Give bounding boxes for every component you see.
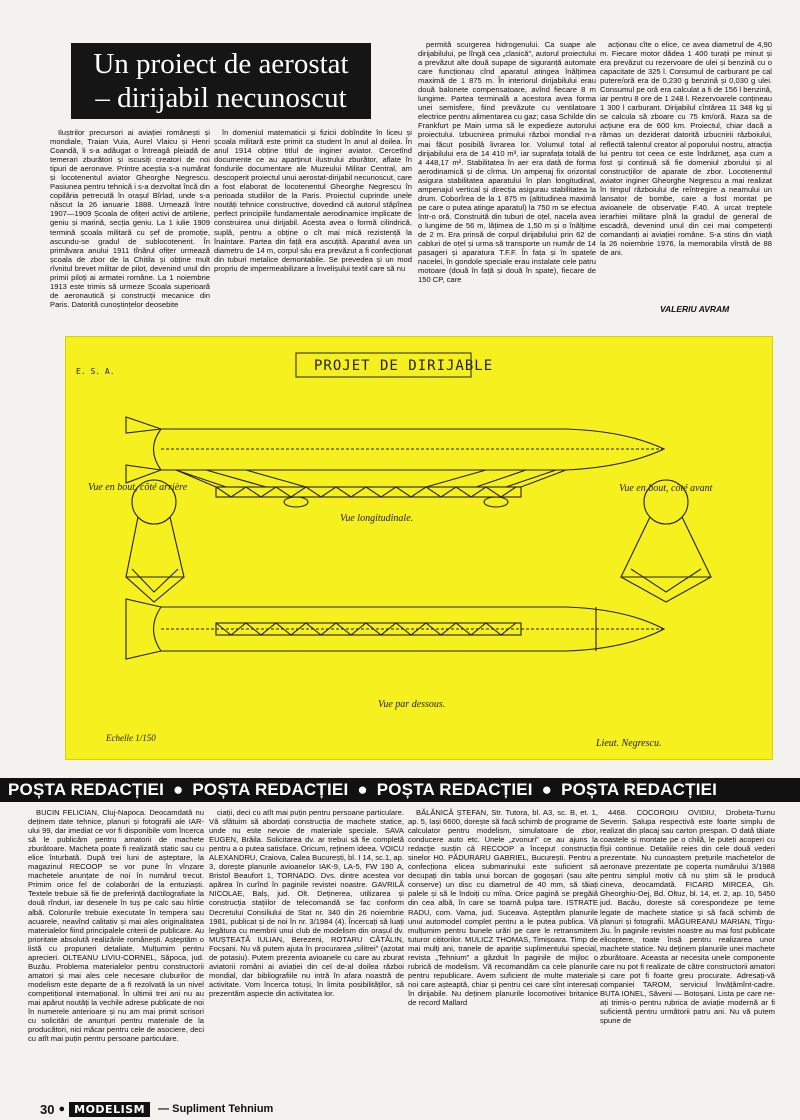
bottom-rear-fins [126,599,161,659]
mail-column-4 [600,808,775,1098]
mail-column-2-text: ciații, deci cu atît mai puțin pentru persoane particulare. Vă sfătuim să abordați construcția de machete statice, unde nu este nevoie de materiale speciale. SAVA EUGEN, Brăila. Solicitarea dv. ar trebui să fie completă pentru a o putea satisface. Oricum, reținem ideea. VOICU ALEXANDRU, Craiova, Calea București, bl. I 14, sc.1, ap. 3, dorește planurile avioanelor IAK-9, LA-5, FW 190 A, Bristol Beaufort 1, TORNADO. Dvs. dintre acestea vor apărea în curînd în paginile revistei noastre. GAVRILĂ NICOLAE, Balș, jud. Olt. Deținerea, utilizarea și construcția stațiilor de telecomandă se fac conform Decretului Consiliului de Stat nr. 340 din 26 noiembrie 1981, publicat și de noi în nr. 3/1984 (4). Încercați să luați legătura cu membrii unui club de modelism din orașul dv. MUȘTEAȚĂ IULIAN, Berezeni, ROTARU CĂTĂLIN, Focșani. Nu vă putem ajuta în procurarea „silitrei” (azotat de potasiu). Putem prezenta avioanele cu care au zburat aviatorii români ai aviației din cel de-al doilea război mondial, dar bibliografiile nu intră în afara noastră de activitate. Vom încerca totuși, în limita posibilităților, să prezentăm aspecte din activitatea lor. [209,808,404,998]
drawing-scale: Echelle 1/150 [106,733,156,743]
dirigible-drawing [65,336,773,760]
page-footer [40,1100,273,1118]
article-column-4-text: acționau cîte o elice, ce avea diametrul de 4,90 m. Fiecare motor dădea 1 400 turații pe minut și era prevăzut cu rezervoare de ulei și benzină cu o capacitate de 325 l. Consumul de carburant pe cal putere/oră era de 0,230 g benzină și 0,030 g ulei. Consumul pe oră era calculat a fi de 156 l benzină, iar pentru 8 ore de 1 248 l. Rezervoarele conțineau 1 300 l carburant. Dirijabilul cîntărea 11 348 kg și se calcula să zboare cu 75 km/oră. Raza sa de acțiune era de 600 km. Proiectul, chiar dacă a rămas un deziderat datorită izbucnirii războiului, reflectă talentul creator al poporului nostru, atracția lui pentru tot ceea ce este îndrăzneț, așa cum a fost și continuă să fie domeniul zborului și al construcțiilor de aparate de zbor. Locotenentul aviator inginer Gheorghe Negrescu a mai realizat în timpul războiului de reîntregire a neamului un lansator de bombe, care a fost montat pe avioanele de observație F.40. A urcat treptele ierarhiei militare pînă la gradul de general de escadră, devenind unul din cei mai competenți comandanți ai aviației române. S-a stins din viață la 26 noiembrie 1976, la memorabila vîrstă de 88 de ani. [600,40,772,258]
front-end-keel [621,577,711,602]
front-end-supports [621,517,711,577]
page-number: 30 [40,1101,55,1117]
mail-column-3 [408,808,598,1098]
mail-column-4-text: 4468. COCOROIU OVIDIU, Drobeta-Turnu Severin. Șalupa respectivă este foarte simplu de realizat din placaj sau carton prespan. O dată tăiate coastele și montate pe o chilă, le puteți acoperi cu fîșii continue. Detaliile reies din cele două vederi prezentate. Nu cunoaștem prețurile machetelor de aeronave prezentate pe coperta numărului 3/1988 pentru simplul motiv că nu știm să le producă cineva, deocamdată. FICARD MIRCEA, Gh. Gheorghiu-Dej, Bd. Oltuz, bl. 14, et. 2, ap. 10, 5450 jud. Bacău, dorește să corespondeze pe teme legate de machete statice și să facă schimb de planuri și fotografii. MĂGUREANU MARIAN, Tîrgu-Jiu. În paginile revistei noastre au mai fost publicate elicoptere, toate însă pentru realizarea unor machete statice. Nu deținem planurile unei machete zburătoare. Aceasta ar necesita unele componente care nu pot fi realizate de către constructorii amatori și care pot fi foarte greu procurate. Adresați-vă companiei TAROM, serviciul învățămînt-cadre. BUTA IONEL, Săveni — Botoșani. Lista pe care ne-ați trimis-o pentru rubrica de aviație modernă ar fi suficientă pentru următorii patru ani. Nu vă putem spune de [600,808,775,1026]
mail-section-banner [0,778,800,802]
banner-separator-2: ● [357,780,368,799]
drawing-label-bottom-view: Vue par dessous. [378,699,446,710]
modelism-logo: MODELISM [69,1102,150,1117]
banner-separator-3: ● [541,780,553,799]
article-title-line-1: Un proiect de aerostat [93,48,349,80]
drawing-label-rear-view: Vue en bout, côté arrière [88,482,188,493]
article-author: VALERIU AVRAM [660,304,730,314]
longitudinal-view [126,417,664,507]
dirigible-blueprint-svg [66,337,773,760]
mail-column-1-text: BUCIN FELICIAN, Cluj-Napoca. Deocamdată nu deținem date tehnice, planuri și fotografii ale IAR-ului 99, dar imediat ce vor fi disponibile vom încerca să le publicăm pentru amatorii de machete zburătoare. Macheta poate fi realizată static sau cu elice înturbată. După trei luni de așteptare, la magazinul RECOOP se vor pune în vînzare machetele anunțate de noi în numărul trecut. Primim orice fel de colaborări de la entuziaști. Textele trebuie să fie de preferință dactilografiate la două rînduri, iar desenele în tuș pe calc sau hîrtie albă. Colorurile trebuie executate în tempera sau acuarele, neavînd calitativ și mai ales originalitatea materialelor fiind principalele criterii de publicare. Au prioritate absolută realizările românești. Așteptăm o listă cu propuneri detaliate. Mulțumim pentru aprecieri. OLTEANU LIVIU-CORNEL, Săpoca, jud. Buzău. Problema materialelor pentru constructorii amatori și mai ales cele necesare cluburilor de modelism este departe de a fi rezolvată la un nivel competițional internațional. În ultimii trei ani nu au mai apărut noutăți la vechile adrese publicate de noi în numerele anterioare și nu am mai primit scrisori cu solicitări de anunțuri pentru materiale de la producători, nici măcar pentru cele de asociere, deci cu atît mai puțin pentru persoane particulare. [28,808,204,1044]
banner-label-1: POȘTA REDACȚIEI [8,780,165,799]
mail-column-1 [28,808,204,1098]
suspension-cables [176,470,556,487]
drawing-mark: E. S. A. [76,367,115,376]
drawing-label-front-view: Vue en bout, côté avant [619,483,713,494]
nacelle-truss [216,487,516,497]
footer-bullet: ● [58,1103,66,1115]
banner-separator-1: ● [172,780,184,799]
motor-gondola-front [484,497,508,507]
front-end-view [621,480,711,602]
rear-end-view [126,480,184,602]
drawing-label-longitudinal-view: Vue longitudinale. [340,513,414,524]
banner-label-4: POȘTA REDACȚIEI [561,780,718,799]
article-column-3 [418,40,596,330]
article-title-box [71,43,371,119]
article-column-2-text: în domeniul matematicii și fizicii dobîndite în liceu și școala militară este primit ca student în anul al doilea. În anul 1914 obține titlul de inginer aviator. Cercetînd documente ce au aparținut ilustrului zburător, aflate în fondurile documentare ale Muzeului Militar Central, am descoperit proiectul unui aerostat-dirijabil necunoscut, care a fost elaborat de locotenentul Gheorghe Negrescu în perioada studiilor de la Paris. Proiectul cuprinde unele noutăți tehnice constructive, dovedind că autorul stăpînea perfect principiile fundamentale aerodinamice implicate de construirea unui dirijabil. Acesta avea o formă cilindrică, suplă, pentru a obține o cît mai mică rezistență la înaintare. Partea din față era ascuțită. Aparatul avea un diametru de 14 m, corpul său era prevăzut a fi confecționat din tuburi metalice demontabile. Se prevedea și un mod propriu de impermeabilizare a învelișului textil care să nu [214,128,412,273]
mail-column-3-text: BĂLĂNICĂ ȘTEFAN, Str. Tutora, bl. A3, sc. B, et. 1, ap. 5, Iași 6600, dorește să facă schimb de programe de calculator pentru modelism, simulatoare de zbor, conducere auto etc. Unele „zvonuri” ce au ajuns la redacție susțin că RECOOP a început construcția sinelor H0. PĂDURARU GABRIEL, București. Pentru a confecționa elicea submarinului este suficient să decupați din tabla unui borcan de gogoșari (sau alte conserve) un disc cu diametrul de 40 mm, să tăiați palele și să le îndoiți cu mîna. Orice pagină se pregăiă din cea albă, în care se toarnă pulpa tare. ISTRATE RADU, com. Vama, jud. Suceava. Așteptăm planurile unui automodel complet pentru a le putea publica. Vă mulțumim pentru bunele urări pe care le retransmitem tuturor cititorilor. MULICZ THOMAS, Timișoara. Timp de mai mulți ani, tranele de apariție suplimentului special, revista „Tehnium” a găzduit în paginile de mijloc o rubrică de modelism. Vă recomandăm ca cele planurile pentru republicare. Avem suficient de multe materiale noi care așteaptă, chiar și pentru cei care sînt interesați în dirijabile. Nu deținem planurile locomotivei britanice de record Mallard [408,808,598,1007]
bottom-view [126,599,664,659]
article-column-3-text: permită scurgerea hidrogenului. Ca suape ale dirijabilului, pe lîngă cea „clasică”, autorul proiectului a prevăzut alte două supape de siguranță automate care funcționau cînd aparatul atingea înălțimea maximă de 1 875 m. În interiorul dirijabilului erau două balonete compensatoare, avînd fiecare 8 m lungime. Partea terminală a acestora avea forma unei semisfere, fiind prevăzute cu ventilatoare electrice pentru alimentarea cu gaz; casa Schilde din Frankfurt pe Main urma să le expedieze autorului proiectului. Izbucnirea primului război mondial n-a mai făcut posibilă livrarea lor. Volumul total al dirijabilului era de 14 410 m³, iar suprafața totală de 4 448,17 m². Stabilitatea în aer era dată de forma aerodinamică și de cîrma. Un ampenaj fix orizontal asigura stabilitatea aparatului în plan longitudinal, ampenajul vertical și direcția asigurau stabilitatea la drum. Coborîrea de la 1 875 m (altitudinea maximă pe care o putea atinge aparatul) la 750 m se efectua într-o oră. Construită din tuburi de oțel, nacela avea o lungime de 56 m, lățimea de 1,50 m și o înălțime de 2 m. Era prinsă de corpul dirijabilului prin 62 de cabluri de oțel și urma să transporte un număr de 14 pasageri și aparatura T.F.F. În fața și în spatele nacelei, în gondole speciale erau instalate cele patru motoare (două în față și două în spate), fiecare de 150 CP, care [418,40,596,285]
banner-label-3: POȘTA REDACȚIEI [376,780,533,799]
motor-gondola-rear [284,497,308,507]
mail-column-2 [209,808,404,1098]
drawing-title: PROJET DE DIRIJABLE [314,358,494,374]
article-column-4 [600,40,772,300]
drawing-signature: Lieut. Negrescu. [596,738,662,749]
rear-end-keel [126,577,184,602]
supplement-label: — Supliment Tehnium [158,1103,274,1115]
rear-end-supports [126,517,184,577]
banner-label-2: POȘTA REDACȚIEI [192,780,349,799]
article-intro-column [50,128,210,313]
article-column-2 [214,128,412,323]
article-intro-text: Iluștrilor precursori ai aviației românești și mondiale, Traian Vuia, Aurel Vlaicu și Henri Coandă, li s-a adăugat o întreagă pleiadă de temerari zburători și iscusiți creatori de noi tipuri de aeronave. Printre aceștia s-a numărat și locotenentul aviator Gheorghe Negrescu. Pasiunea pentru tehnică i s-a dezvoltat încă din copilăria petrecută în orașul Bîrlad, unde s-a născut la 26 ianuarie 1888. Urmează între 1907—1909 Școala de ofițeri activi de artilerie, geniu și marină, secția geniu. La 1 iulie 1909 termină școala militară cu șef de promoție, ascundu-se gradul de sublocotenent. În primăvara anului 1911 tînărul ofițer urmează școala de zbor de la Chitila și obține mult rîvnitul brevet militar de pilot, devenind unul din primii piloți ai armatei române. La 1 noiembrie 1913 este trimis să urmeze Școala superioară de aeronautică și construcții mecanice din Paris. Datorită cunoștințelor deosebite [50,128,210,309]
article-title-line-2: – dirijabil necunoscut [95,82,347,114]
rear-fin-top [126,417,161,433]
